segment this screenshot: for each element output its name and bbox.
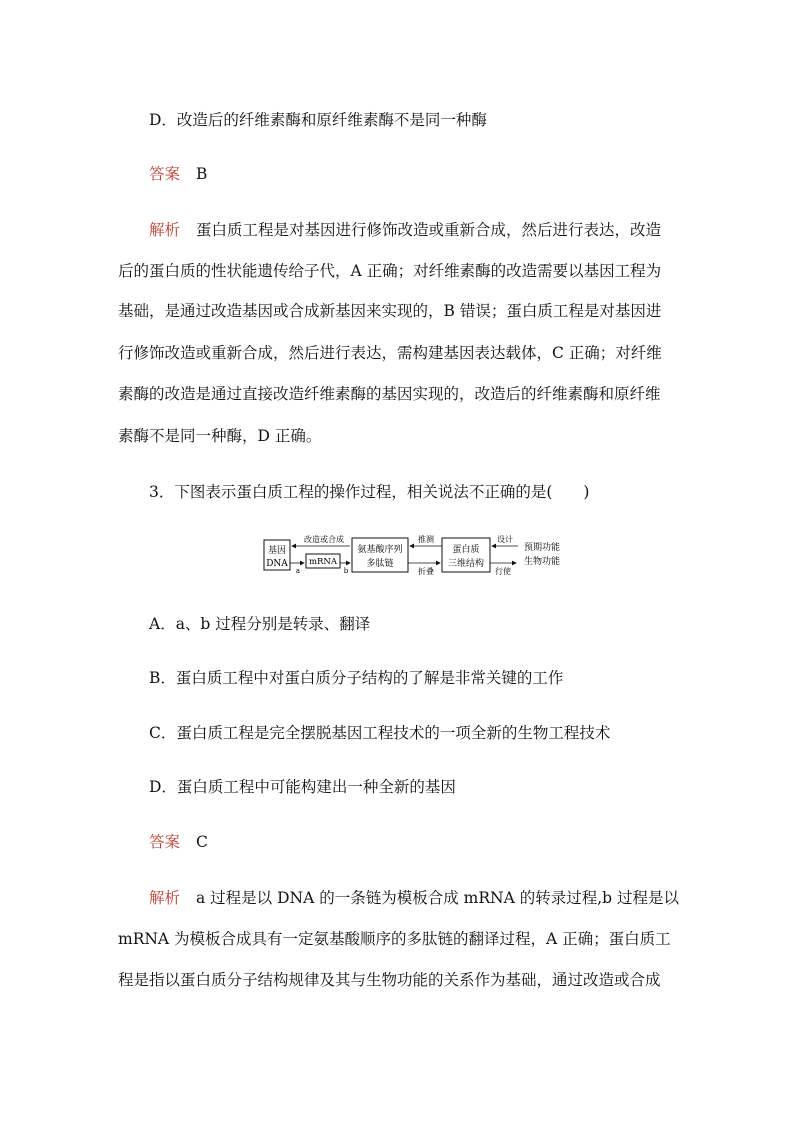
analysis-text: a 过程是以 DNA 的一条链为模板合成 mRNA 的转录过程,b 过程是以 [196,889,679,907]
fold-label: 折叠 [418,567,434,576]
option-b: B．蛋白质工程中对蛋白质分子结构的了解是非常关键的工作 [149,669,564,687]
analysis-2-line-2: 程是指以蛋白质分子结构规律及其与生物功能的关系作为基础，通过改造或合成 [118,971,661,989]
protein-3d-label-2: 三维结构 [447,559,485,569]
act-label: 行使 [495,567,511,576]
option-a: A．a、b 过程分别是转录、翻译 [149,615,371,633]
biological-function-label: 生物功能 [523,557,561,567]
mrna-label: mRNA [308,557,338,567]
answer-2 [149,832,709,852]
analysis-1-line-0 [149,220,709,240]
modify-synth-label: 改造或合成 [304,535,344,544]
aa-seq-label-2: 多肽链 [366,559,394,569]
answer-value: B [196,165,208,183]
answer-value: C [196,833,208,851]
analysis-2-line-0 [149,888,709,908]
analysis-label: 解析 [149,889,181,907]
protein-3d-label-1: 蛋白质 [452,545,480,555]
analysis-2-line-1: mRNA 为模板合成具有一定氨基酸顺序的多肽链的翻译过程，A 正确；蛋白质工 [118,930,671,948]
gene-dna-label-2: DNA [266,559,288,569]
answer-1 [149,164,709,184]
previous-option-d: D．改造后的纤维素酶和原纤维素酶不是同一种酶 [149,111,487,129]
protein-engineering-diagram [262,530,582,580]
gene-dna-label-1: 基因 [267,546,287,556]
analysis-1-line-5: 素酶不是同一种酶，D 正确。 [118,427,322,445]
option-c: C．蛋白质工程是完全摆脱基因工程技术的一项全新的生物工程技术 [149,724,611,742]
analysis-1-line-2: 基础，是通过改造基因或合成新基因来实现的，B 错误；蛋白质工程是对基因进 [118,302,662,320]
analysis-1-line-3: 行修饰改造或重新合成，然后进行表达，需构建基因表达载体，C 正确；对纤维 [118,344,662,362]
analysis-1-line-4: 素酶的改造是通过直接改造纤维素酶的基因实现的，改造后的纤维素酶和原纤维 [118,385,661,403]
analysis-1-line-1: 后的蛋白质的性状能遗传给子代，A 正确；对纤维素酶的改造需要以基因工程为 [118,262,662,280]
question-3: 3．下图表示蛋白质工程的操作过程，相关说法不正确的是( ) [149,483,590,501]
aa-seq-label-1: 氨基酸序列 [357,545,403,555]
analysis-label: 解析 [149,221,181,239]
analysis-text: 蛋白质工程是对基因进行修饰改造或重新合成，然后进行表达，改造 [196,221,662,239]
label-a: a [295,567,301,575]
answer-label: 答案 [149,833,181,851]
infer-label: 推测 [418,535,434,544]
design-label: 设计 [497,535,513,544]
expected-function-label: 预期功能 [523,543,561,553]
option-d: D．蛋白质工程中可能构建出一种全新的基因 [149,778,456,796]
label-b: b [343,567,349,575]
answer-label: 答案 [149,165,181,183]
